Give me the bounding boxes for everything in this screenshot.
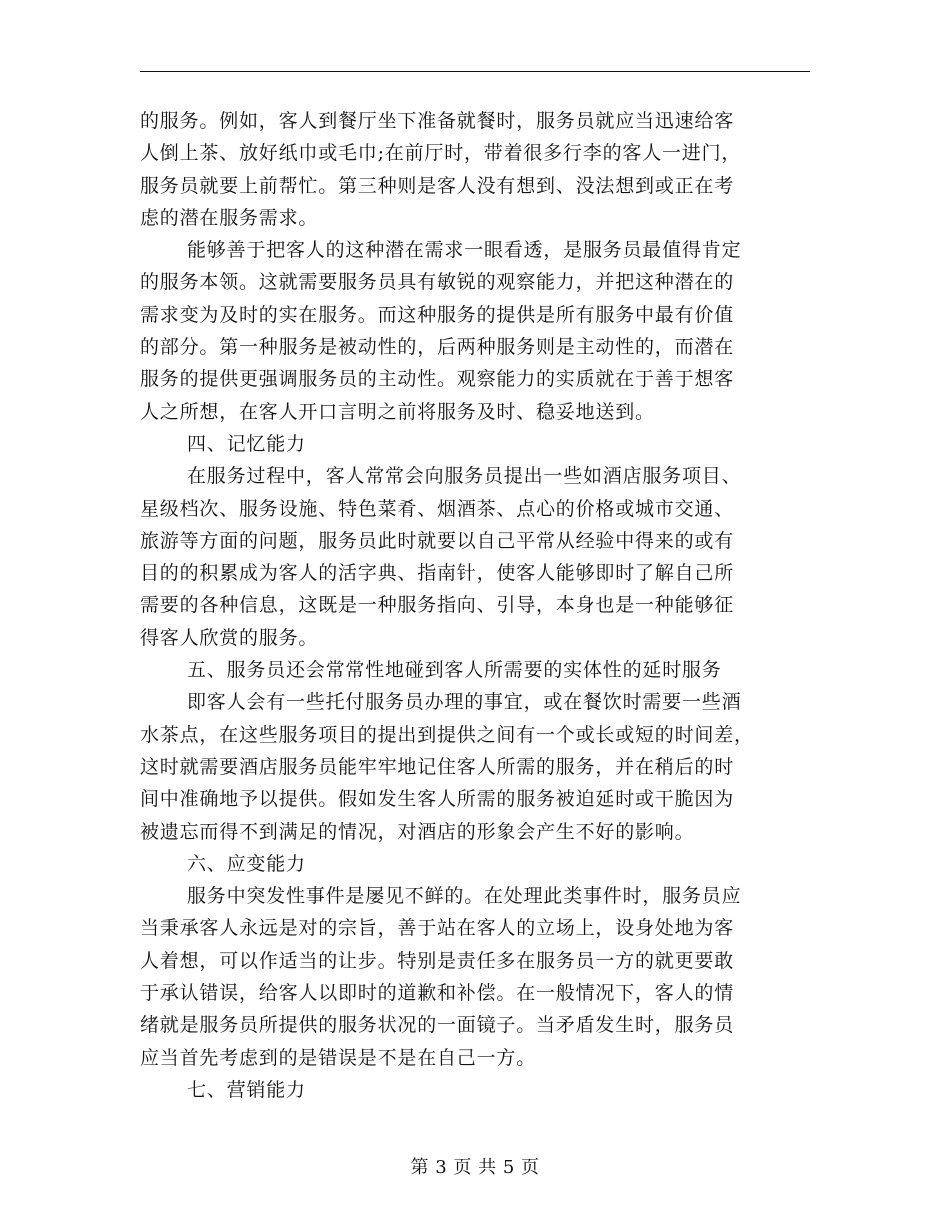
paragraph-line: 服务中突发性事件是屡见不鲜的。在处理此类事件时，服务员应: [187, 885, 742, 908]
paragraph-line: 被遗忘而得不到满足的情况，对酒店的形象会产生不好的影响。: [140, 820, 695, 843]
paragraph-line: 服务的提供更强调服务员的主动性。观察能力的实质就在于善于想客: [140, 368, 735, 391]
paragraph-line: 水茶点，在这些服务项目的提出到提供之间有一个或长或短的时间差，: [140, 723, 754, 746]
paragraph-line: 应当首先考虑到的是错误是不是在自己一方。: [140, 1046, 537, 1069]
paragraph-line: 即客人会有一些托付服务员办理的事宜，或在餐饮时需要一些酒: [187, 691, 742, 714]
paragraph-line: 人之所想，在客人开口言明之前将服务及时、稳妥地送到。: [140, 400, 655, 423]
paragraph-line: 在服务过程中，客人常常会向服务员提出一些如酒店服务项目、: [187, 465, 742, 488]
paragraph-line: 的服务本领。这就需要服务员具有敏锐的观察能力，并把这种潜在的: [140, 271, 735, 294]
paragraph-line: 得客人欣赏的服务。: [140, 626, 319, 649]
paragraph-line: 的服务。例如，客人到餐厅坐下准备就餐时，服务员就应当迅速给客: [140, 110, 735, 132]
paragraph-line: 目的的积累成为客人的活字典、指南针，使客人能够即时了解自己所: [140, 562, 735, 585]
paragraph-line: 能够善于把客人的这种潜在需求一眼看透，是服务员最值得肯定: [187, 239, 742, 262]
paragraph-line: 的部分。第一种服务是被动性的，后两种服务则是主动性的，而潜在: [140, 336, 735, 359]
section-heading: 六、应变能力: [187, 852, 306, 875]
paragraph-line: 这时就需要酒店服务员能牢牢地记住客人所需的服务，并在稍后的时: [140, 755, 735, 778]
paragraph-line: 于承认错误，给客人以即时的道歉和补偿。在一般情况下，客人的情: [140, 982, 735, 1005]
paragraph-line: 需求变为及时的实在服务。而这种服务的提供是所有服务中最有价值: [140, 303, 735, 326]
paragraph-line: 虑的潜在服务需求。: [140, 206, 319, 229]
paragraph-line: 服务员就要上前帮忙。第三种则是客人没有想到、没法想到或正在考: [140, 174, 735, 197]
page-number-footer: 第 3 页 共 5 页: [410, 1157, 540, 1178]
paragraph-line: 星级档次、服务设施、特色菜肴、烟酒茶、点心的价格或城市交通、: [140, 497, 735, 520]
paragraph-line: 绪就是服务员所提供的服务状况的一面镜子。当矛盾发生时，服务员: [140, 1014, 735, 1037]
paragraph-line: 旅游等方面的问题，服务员此时就要以自己平常从经验中得来的或有: [140, 529, 735, 552]
section-heading: 五、服务员还会常常性地碰到客人所需要的实体性的延时服务: [187, 659, 722, 682]
paragraph-line: 间中准确地予以提供。假如发生客人所需的服务被迫延时或干脆因为: [140, 788, 735, 811]
paragraph-line: 需要的各种信息，这既是一种服务指向、引导，本身也是一种能够征: [140, 594, 735, 617]
paragraph-line: 人倒上茶、放好纸巾或毛巾;在前厅时，带着很多行李的客人一进门，: [140, 142, 742, 165]
section-heading: 七、营销能力: [187, 1078, 306, 1101]
paragraph-line: 人着想，可以作适当的让步。特别是责任多在服务员一方的就更要敢: [140, 949, 735, 972]
body-text: [140, 105, 820, 1106]
header-rule: [140, 71, 810, 72]
paragraph-line: 当秉承客人永远是对的宗旨，善于站在客人的立场上，设身处地为客: [140, 917, 735, 940]
section-heading: 四、记忆能力: [187, 432, 306, 455]
